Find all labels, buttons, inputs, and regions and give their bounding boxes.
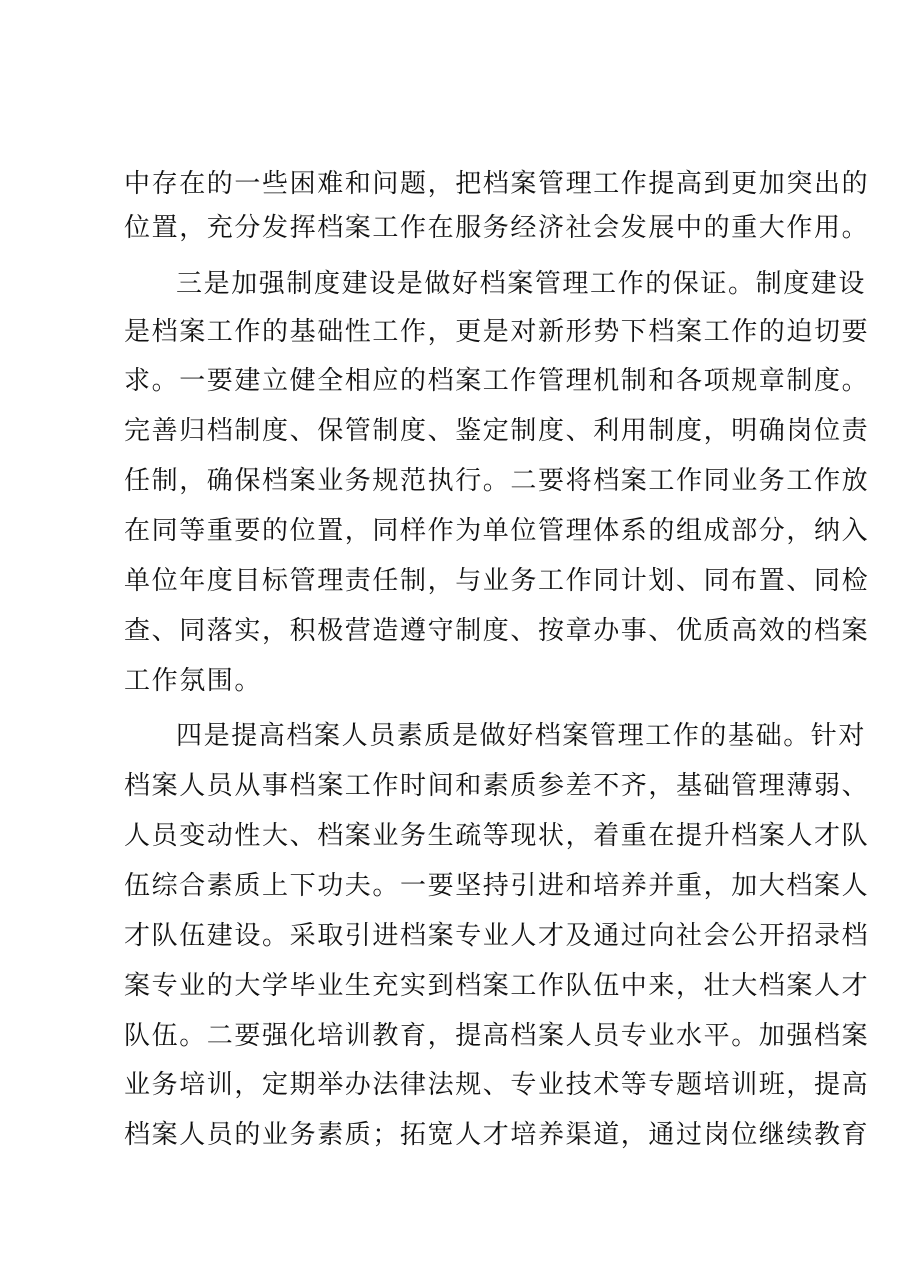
paragraph-line: 才队伍建设。采取引进档案专业人才及通过向社会公开招录档 [124,921,870,951]
paragraph-line: 在同等重要的位置，同样作为单位管理体系的组成部分，纳入 [124,516,870,546]
paragraph-line: 完善归档制度、保管制度、鉴定制度、利用制度，明确岗位责 [124,416,870,446]
paragraph-line: 业务培训，定期举办法律法规、专业技术等专题培训班，提高 [124,1070,870,1100]
paragraph-line: 档案人员的业务素质；拓宽人才培养渠道，通过岗位继续教育 [124,1120,870,1150]
paragraph-line: 四是提高档案人员素质是做好档案管理工作的基础。针对 [176,721,867,751]
paragraph-line: 求。一要建立健全相应的档案工作管理机制和各项规章制度。 [124,366,870,396]
paragraph-line: 中存在的一些困难和问题，把档案管理工作提高到更加突出的 [124,169,870,199]
paragraph-line: 查、同落实，积极营造遵守制度、按章办事、优质高效的档案 [124,616,870,646]
paragraph-line: 单位年度目标管理责任制，与业务工作同计划、同布置、同检 [124,566,870,596]
paragraph-line: 是档案工作的基础性工作，更是对新形势下档案工作的迫切要 [124,317,870,347]
paragraph-line: 档案人员从事档案工作时间和素质参差不齐，基础管理薄弱、 [124,771,870,801]
paragraph-line: 三是加强制度建设是做好档案管理工作的保证。制度建设 [176,269,867,299]
paragraph-line: 任制，确保档案业务规范执行。二要将档案工作同业务工作放 [124,466,870,496]
paragraph-line: 队伍。二要强化培训教育，提高档案人员专业水平。加强档案 [124,1021,870,1051]
paragraph-line: 人员变动性大、档案业务生疏等现状，着重在提升档案人才队 [124,821,870,851]
paragraph-line: 位置，充分发挥档案工作在服务经济社会发展中的重大作用。 [124,213,870,243]
paragraph-line: 案专业的大学毕业生充实到档案工作队伍中来，壮大档案人才 [124,971,870,1001]
paragraph-line: 伍综合素质上下功夫。一要坚持引进和培养并重，加大档案人 [124,871,870,901]
paragraph-line: 工作氛围。 [124,666,263,696]
